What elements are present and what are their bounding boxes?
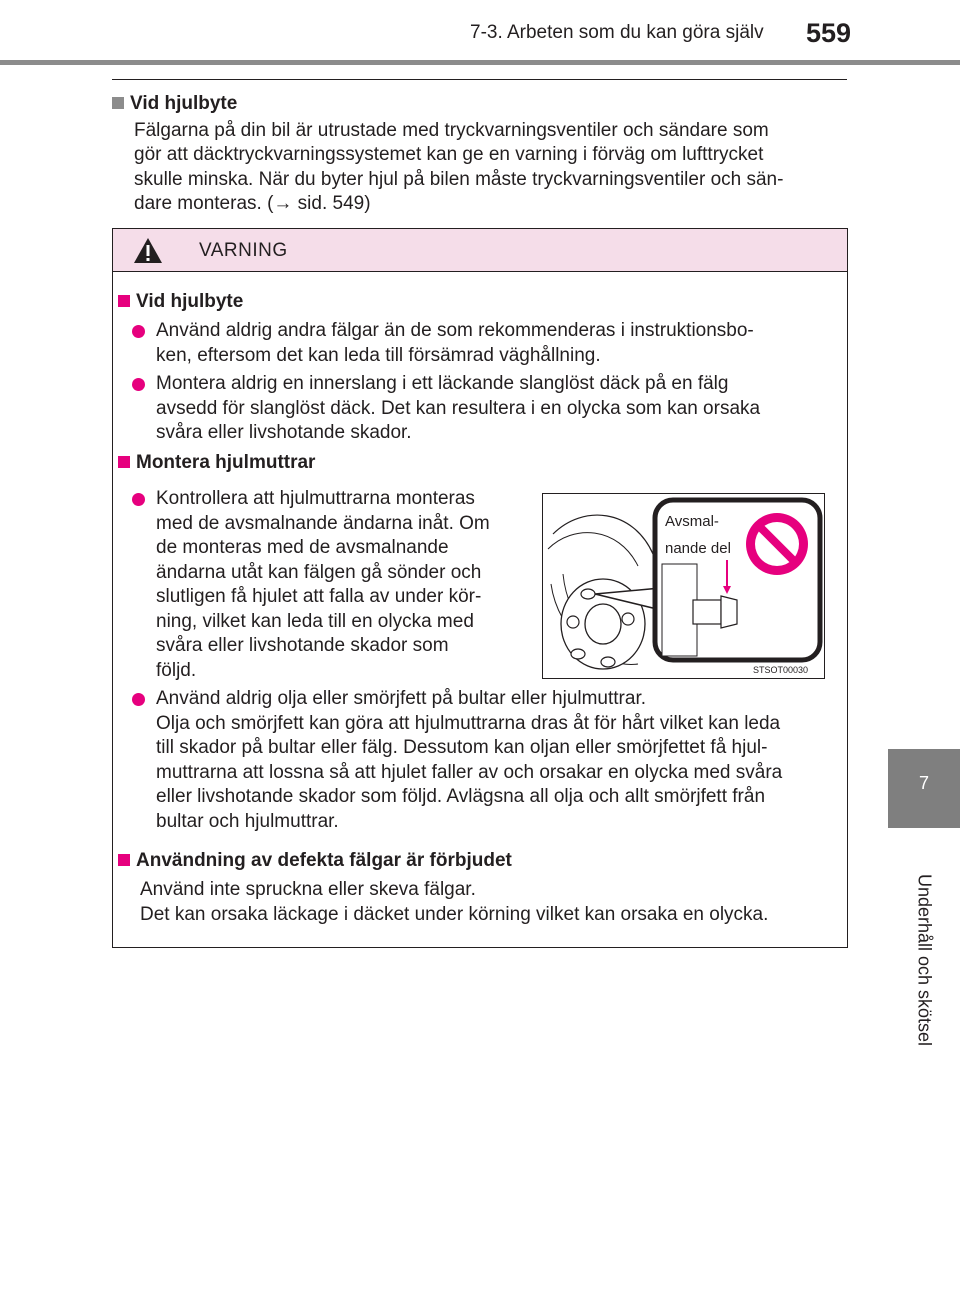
text-line: gör att däcktryckvarningssystemet kan ge en varning i förväg om lufttrycket bbox=[134, 144, 764, 165]
illustration-code: STSOT00030 bbox=[753, 665, 809, 675]
intro-section bbox=[112, 92, 842, 217]
square-bullet-icon bbox=[118, 456, 130, 468]
warning-triangle-icon bbox=[133, 237, 163, 264]
chapter-title: Underhåll och skötsel bbox=[914, 873, 935, 1047]
warning-heading: Vid hjulbyte bbox=[118, 290, 243, 315]
page-reference-link[interactable]: sid. 549) bbox=[292, 193, 371, 214]
warning-bullet: Använd aldrig andra fälgar än de som rekommenderas i instruktionsbo- ken, eftersom det kan leda till försämrad väghållning. bbox=[132, 319, 838, 368]
warning-heading: Montera hjulmuttrar bbox=[118, 451, 315, 476]
prohibition-icon bbox=[746, 513, 808, 575]
illustration-label: Avsmal- bbox=[665, 513, 719, 530]
section-title: 7-3. Arbeten som du kan göra själv bbox=[470, 22, 764, 43]
wheel-hub-drawing bbox=[543, 494, 824, 678]
text-line: dare monteras. (→ sid. 549) bbox=[134, 193, 371, 214]
text-line: skulle minska. När du byter hjul på bilen måste tryckvarningsventiler och sän- bbox=[134, 168, 784, 190]
warning-box bbox=[112, 228, 848, 948]
divider bbox=[112, 79, 847, 80]
square-bullet-icon bbox=[118, 854, 130, 866]
arrow-icon: → bbox=[273, 193, 293, 214]
warning-header bbox=[113, 229, 847, 272]
warning-paragraph: Använd inte spruckna eller skeva fälgar. Det kan orsaka läckage i däcket under körning vilket kan orsaka en olycka. bbox=[140, 879, 769, 925]
intro-heading: Vid hjulbyte bbox=[130, 93, 238, 114]
square-bullet-icon bbox=[118, 295, 130, 307]
warning-title: VARNING bbox=[199, 240, 288, 261]
warning-bullet: Använd aldrig olja eller smörjfett på bultar eller hjulmuttrar. Olja och smörjfett kan göra att hjulmuttrarna dras åt för hårt vilket kan leda till skador på bultar eller fälg. Dessutom kan oljan eller smörjfettet få hjul- muttrarna att lossna så att hjulet faller av och orsakar en olycka med svåra eller livshotande skador som följd. Avlägsna all olja och allt smörjfett från bultar och hjulmuttrar. bbox=[132, 687, 838, 834]
wheel-nut-illustration bbox=[542, 493, 825, 679]
intro-paragraph bbox=[112, 119, 842, 217]
warning-heading: Användning av defekta fälgar är förbjudet bbox=[118, 849, 512, 874]
bullet-dot-icon bbox=[132, 493, 145, 506]
bullet-dot-icon bbox=[132, 693, 145, 706]
bullet-dot-icon bbox=[132, 378, 145, 391]
chapter-tab bbox=[888, 749, 960, 828]
warning-bullet: Kontrollera att hjulmuttrarna monteras med de avsmalnande ändarna inåt. Om de monteras med de avsmalnande ändarna utåt kan fälgen gå sönder och slutligen få hjulet att falla av under kör- ning, vilket kan leda till en olycka med svåra eller livshotande skador som följd. bbox=[132, 487, 523, 683]
square-bullet-icon bbox=[112, 97, 124, 109]
bullet-dot-icon bbox=[132, 325, 145, 338]
illustration-label: nande del bbox=[665, 540, 731, 557]
header-rule bbox=[0, 60, 960, 65]
text-line: Fälgarna på din bil är utrustade med tryckvarningsventiler och sändare som bbox=[134, 119, 769, 141]
page-number: 559 bbox=[806, 18, 852, 48]
warning-bullet: Montera aldrig en innerslang i ett läckande slanglöst däck på en fälg avsedd för slanglöst däck. Det kan resultera i en olycka som kan orsaka svåra eller livshotande skador. bbox=[132, 372, 838, 446]
chapter-number: 7 bbox=[918, 773, 929, 793]
